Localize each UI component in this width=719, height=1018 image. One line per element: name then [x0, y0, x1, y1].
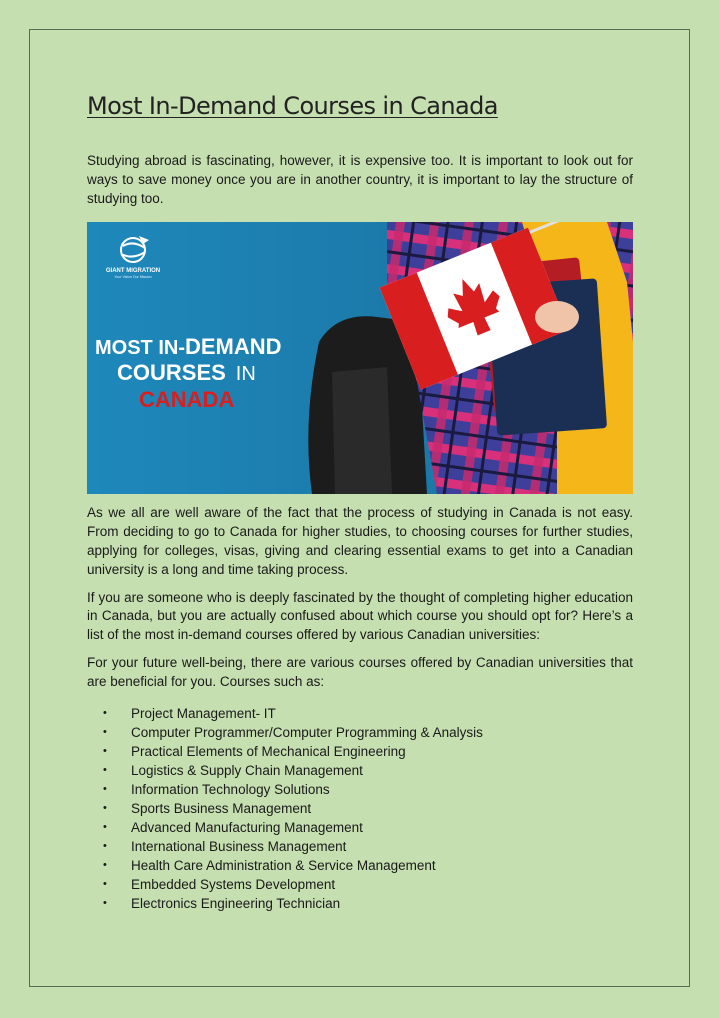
- course-name: Computer Programmer/Computer Programming & Analysis: [131, 724, 483, 740]
- intro-paragraph: Studying abroad is fascinating, however, it is expensive too. It is important to look out for ways to save money once you are in another country, it is important to lay the structure of studying too.: [87, 153, 633, 206]
- bullet-icon: •: [103, 839, 107, 852]
- bullet-icon: •: [103, 896, 107, 909]
- banner-headline-line1: [95, 334, 282, 359]
- headline-part4: IN: [235, 363, 256, 386]
- page-title: Most In-Demand Courses in Canada: [87, 92, 498, 120]
- banner-headline-line2: [117, 360, 256, 385]
- bullet-icon: •: [103, 782, 107, 795]
- list-item: [87, 780, 633, 799]
- headline-part2: DEMAND: [185, 334, 282, 360]
- bullet-icon: •: [103, 744, 107, 757]
- course-name: Advanced Manufacturing Management: [131, 819, 363, 835]
- list-item: [87, 704, 633, 723]
- bullet-icon: •: [103, 763, 107, 776]
- course-name: Electronics Engineering Technician: [131, 895, 341, 911]
- headline-part5: CANADA: [139, 387, 235, 413]
- course-name: Embedded Systems Development: [131, 876, 336, 892]
- course-list: [87, 704, 633, 913]
- paragraph-2: If you are someone who is deeply fascinated by the thought of completing higher education in Canada, but you are actually confused about which course you should opt for? Here’s a list of the most in-demand courses offered by various Canadian universities:: [87, 589, 633, 643]
- logo-name: GIANT MIGRATION: [105, 268, 161, 275]
- course-name: Health Care Administration & Service Management: [131, 857, 436, 873]
- banner-illustration: [87, 222, 633, 494]
- list-item: [87, 723, 633, 742]
- course-name: Sports Business Management: [131, 800, 312, 816]
- course-name: Information Technology Solutions: [131, 781, 330, 797]
- paragraph-1: As we all are well aware of the fact that the process of studying in Canada is not easy. From deciding to go to Canada for higher studies, to choosing courses for further studies, applying for colleges, visas, giving and clearing essential exams to get into a Canadian university is a long and time taking process.: [87, 505, 633, 577]
- list-item: [87, 875, 633, 894]
- bullet-icon: •: [103, 801, 107, 814]
- list-item: [87, 894, 633, 913]
- bullet-icon: •: [103, 725, 107, 738]
- bullet-icon: •: [103, 877, 107, 890]
- course-name: Logistics & Supply Chain Management: [131, 762, 363, 778]
- course-name: Project Management- IT: [131, 705, 276, 721]
- headline-part1: MOST IN-: [95, 337, 185, 360]
- list-item: [87, 761, 633, 780]
- headline-part3: COURSES: [117, 360, 226, 386]
- bullet-icon: •: [103, 820, 107, 833]
- bullet-icon: •: [103, 706, 107, 719]
- list-item: [87, 856, 633, 875]
- logo-tagline: Your Vision Our Mission: [114, 275, 152, 280]
- list-item: [87, 799, 633, 818]
- list-item: [87, 837, 633, 856]
- list-item: [87, 818, 633, 837]
- paragraph-3: For your future well-being, there are various courses offered by Canadian universities that are beneficial for you. Courses such as:: [87, 654, 633, 689]
- banner-image: [87, 222, 633, 494]
- course-name: Practical Elements of Mechanical Engineering: [131, 743, 406, 759]
- list-item: [87, 742, 633, 761]
- document-body: [87, 88, 633, 913]
- course-name: International Business Management: [131, 838, 347, 854]
- bullet-icon: •: [103, 858, 107, 871]
